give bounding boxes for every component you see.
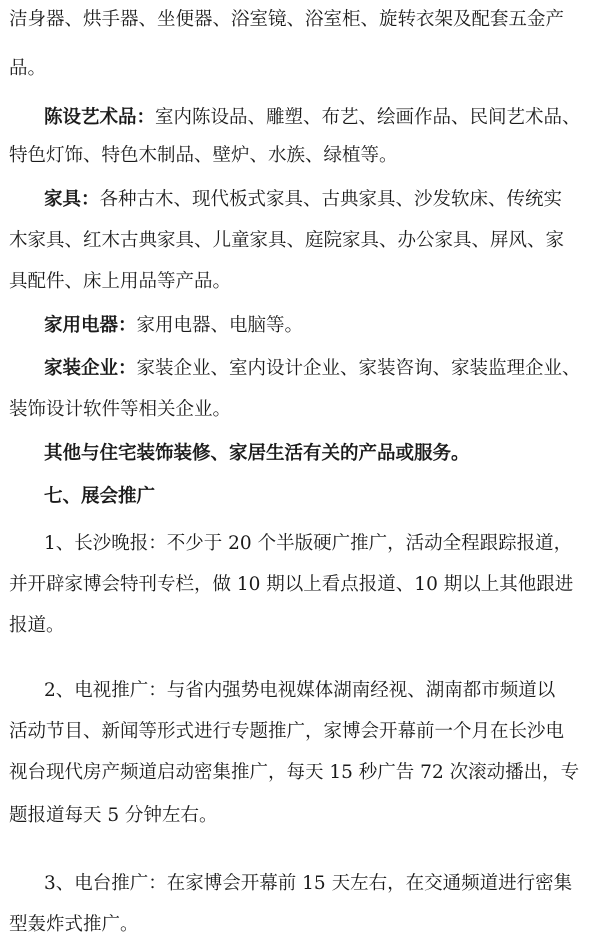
furniture-text: 各种古木、现代板式家具、古典家具、沙发软床、传统实 (99, 189, 563, 210)
item-2-line-4: 题报道每天 5 分钟左右。 (9, 805, 218, 826)
decoration-heading: 家装企业： (44, 358, 137, 379)
item-2-line-3: 视台现代房产频道启动密集推广，每天 15 秒广告 72 次滚动播出，专 (9, 762, 580, 783)
section-title: 七、展会推广 (44, 486, 156, 507)
paragraph-art-line-2: 特色灯饰、特色木制品、壁炉、水族、绿植等。 (9, 145, 398, 166)
paragraph-decoration-line-2: 装饰设计软件等相关企业。 (9, 399, 232, 420)
electric-text: 家用电器、电脑等。 (136, 315, 304, 336)
paragraph-continued-line-2: 品。 (9, 58, 47, 79)
item-2-line-1: 2、电视推广：与省内强势电视媒体湖南经视、湖南都市频道以 (44, 680, 556, 701)
paragraph-furniture-line-1 (0, 188, 600, 212)
electric-heading: 家用电器： (44, 315, 137, 336)
paragraph-art-line-1 (0, 106, 600, 130)
item-2-line-2: 活动节目、新闻等形式进行专题推广，家博会开幕前一个月在长沙电 (9, 721, 565, 742)
item-1-line-1: 1、长沙晚报：不少于 20 个半版硬广推广，活动全程跟踪报道， (44, 533, 573, 554)
item-3-line-2: 型轰炸式推广。 (9, 914, 139, 935)
art-heading: 陈设艺术品： (44, 107, 156, 128)
item-1-line-2: 并开辟家博会特刊专栏，做 10 期以上看点报道、10 期以上其他跟进 (9, 574, 574, 595)
art-text: 室内陈设品、雕塑、布艺、绘画作品、民间艺术品、 (155, 107, 581, 128)
item-3-line-1: 3、电台推广：在家博会开幕前 15 天左右，在交通频道进行密集 (44, 873, 573, 894)
paragraph-furniture-line-3: 具配件、床上用品等产品。 (9, 271, 232, 292)
item-1-line-3: 报道。 (9, 615, 65, 636)
decoration-text: 家装企业、室内设计企业、家装咨询、家装监理企业、 (136, 358, 581, 379)
furniture-heading: 家具： (44, 189, 100, 210)
paragraph-decoration-line-1 (0, 357, 600, 381)
paragraph-other: 其他与住宅装饰装修、家居生活有关的产品或服务。 (44, 443, 470, 464)
paragraph-electric (0, 314, 600, 338)
paragraph-continued-line-1: 洁身器、烘手器、坐便器、浴室镜、浴室柜、旋转衣架及配套五金产 (9, 9, 565, 30)
paragraph-furniture-line-2: 木家具、红木古典家具、儿童家具、庭院家具、办公家具、屏风、家 (9, 230, 565, 251)
